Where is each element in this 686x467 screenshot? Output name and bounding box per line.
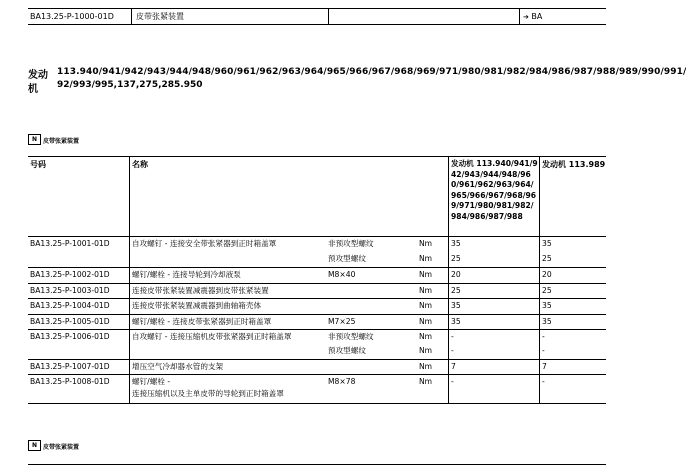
row-spec: M8×78	[328, 377, 356, 386]
row-name: 螺钉/螺栓 - 连接皮带张紧器到正时箱盖罩	[132, 317, 272, 326]
row-spec: 预攻型螺纹	[328, 254, 366, 263]
col-engine1-header: 发动机 113.940/941/942/943/944/948/960/961/962/963/964/965/966/967/968/969/971/980/981/982/984/986/987/988	[451, 159, 538, 221]
row-value-engine1: 7	[451, 362, 456, 371]
note-text: 皮带张紧装置	[43, 138, 80, 145]
row-code: BA13.25-P-1008-01D	[30, 377, 110, 386]
row-value-engine1: 35	[451, 317, 461, 326]
note-icon: N	[28, 134, 41, 145]
row-name: 自攻螺钉 - 连接压缩机皮带张紧器到正时箱盖罩	[132, 332, 292, 341]
row-value-engine2: -	[542, 346, 545, 355]
row-name: 自攻螺钉 - 连接安全带张紧器到正时箱盖罩	[132, 239, 277, 248]
row-value-engine1: -	[451, 377, 454, 386]
row-value-engine2: 35	[542, 317, 552, 326]
row-unit: Nm	[419, 346, 433, 355]
row-spec: 非预攻型螺纹	[328, 332, 374, 341]
row-unit: Nm	[419, 301, 433, 310]
right-arrow-icon: ➔	[523, 13, 529, 21]
header-badge-text: BA	[531, 12, 543, 21]
row-name: 增压空气冷却器水管的支架	[132, 362, 224, 371]
row-value-engine1: 25	[451, 286, 461, 295]
row-unit: Nm	[419, 332, 433, 341]
row-name-cont: 连接压缩机以及主单皮带的导轮到正时箱盖罩	[132, 389, 284, 398]
row-code: BA13.25-P-1006-01D	[30, 332, 110, 341]
row-spec: 非预攻型螺纹	[328, 239, 374, 248]
row-name: 螺钉/螺栓 - 连接导轮到冷却液泵	[132, 270, 241, 279]
header-badge[interactable]	[523, 9, 542, 24]
row-unit: Nm	[419, 270, 433, 279]
engine-list-line2: 92/993/995,137,275,285.950	[57, 80, 203, 90]
row-value-engine1: 35	[451, 301, 461, 310]
row-name: 螺钉/螺栓 -	[132, 377, 171, 386]
row-value-engine2: -	[542, 377, 545, 386]
row-name: 连接皮带张紧装置减震器到皮带张紧装置	[132, 286, 269, 295]
row-unit: Nm	[419, 377, 433, 386]
header-code: BA13.25-P-1000-01D	[30, 12, 114, 21]
row-value-engine2: 35	[542, 239, 552, 248]
row-value-engine2: 35	[542, 301, 552, 310]
row-unit: Nm	[419, 254, 433, 263]
note-text: 皮带张紧装置	[43, 444, 80, 451]
row-spec: M7×25	[328, 317, 356, 326]
row-value-engine2: 7	[542, 362, 547, 371]
row-code: BA13.25-P-1004-01D	[30, 301, 110, 310]
doc-header	[28, 8, 606, 25]
row-value-engine1: 25	[451, 254, 461, 263]
row-value-engine1: 35	[451, 239, 461, 248]
row-code: BA13.25-P-1002-01D	[30, 270, 110, 279]
row-value-engine2: 25	[542, 286, 552, 295]
engine-label-1: 发动	[28, 70, 48, 81]
row-name: 连接皮带张紧装置减震器到曲轴箱壳体	[132, 301, 262, 310]
row-code: BA13.25-P-1003-01D	[30, 286, 110, 295]
engine-list-line1: 113.940/941/942/943/944/948/960/961/962/963/964/965/966/967/968/969/971/980/981/982/984/986/987/988/989/990/991/	[57, 67, 686, 77]
row-unit: Nm	[419, 317, 433, 326]
row-spec: M8×40	[328, 270, 356, 279]
row-spec: 预攻型螺纹	[328, 346, 366, 355]
header-title: 皮带张紧装置	[136, 12, 184, 21]
table-top-border	[28, 464, 606, 465]
row-value-engine2: -	[542, 332, 545, 341]
row-value-engine1: 20	[451, 270, 461, 279]
row-unit: Nm	[419, 239, 433, 248]
row-value-engine1: -	[451, 346, 454, 355]
col-engine2-header: 发动机 113.989	[542, 160, 606, 169]
engine-label-2: 机	[28, 84, 38, 95]
row-value-engine2: 25	[542, 254, 552, 263]
row-code: BA13.25-P-1005-01D	[30, 317, 110, 326]
row-code: BA13.25-P-1007-01D	[30, 362, 110, 371]
row-value-engine2: 20	[542, 270, 552, 279]
row-unit: Nm	[419, 286, 433, 295]
row-unit: Nm	[419, 362, 433, 371]
note-icon: N	[28, 440, 41, 451]
col-name-header: 名称	[132, 160, 148, 169]
row-code: BA13.25-P-1001-01D	[30, 239, 110, 248]
row-value-engine1: -	[451, 332, 454, 341]
col-number-header: 号码	[30, 160, 46, 169]
